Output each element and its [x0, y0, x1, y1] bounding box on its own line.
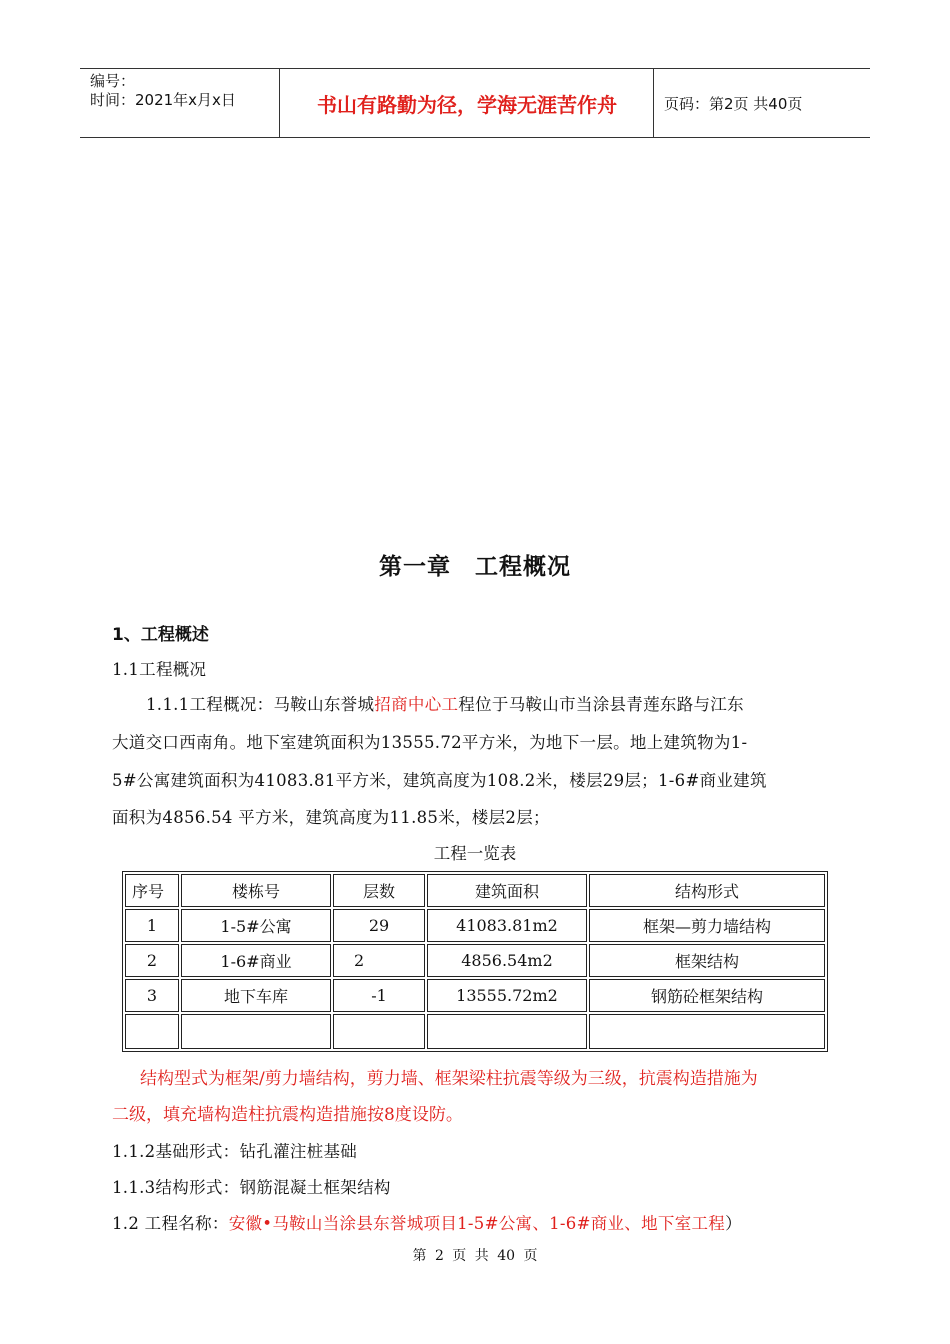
table-row [125, 944, 825, 977]
item-structure: 1.1.3结构形式：钢筋混凝土框架结构 [112, 1178, 391, 1197]
table-cell [181, 1014, 331, 1049]
paragraph-line-2: 大道交口西南角。地下室建筑面积为13555.72平方米，为地下一层。地上建筑物为1- [112, 733, 748, 752]
doc-time-label: 时间：2021年x月x日 [90, 91, 236, 109]
chapter-title: 第一章 工程概况 [379, 554, 571, 580]
section-heading: 1、工程概述 [112, 625, 209, 645]
project-name-label: 1.2 工程名称： [112, 1214, 229, 1233]
paragraph-line-4: 面积为4856.54 平方米，建筑高度为11.85米，楼层2层； [112, 808, 550, 827]
header-meta-cell [80, 69, 280, 137]
table-header-cell: 建筑面积 [427, 874, 587, 907]
doc-number-label: 编号： [90, 72, 136, 90]
table-cell: 地下车库 [181, 979, 331, 1012]
table-caption: 工程一览表 [433, 844, 517, 863]
table-cell: 1 [125, 909, 179, 942]
table-header-cell: 层数 [333, 874, 425, 907]
table-cell: -1 [333, 979, 425, 1012]
table-cell [125, 1014, 179, 1049]
paragraph-highlight: 招商中心工 [374, 695, 459, 714]
table-cell [333, 1014, 425, 1049]
table-cell: 钢筋砼框架结构 [589, 979, 825, 1012]
table-cell: 4856.54m2 [427, 944, 587, 977]
table-header-cell: 楼栋号 [181, 874, 331, 907]
table-cell: 2 [333, 944, 425, 977]
table-cell: 3 [125, 979, 179, 1012]
table-cell: 框架—剪力墙结构 [589, 909, 825, 942]
project-name-value: 安徽•马鞍山当涂县东誉城项目1-5#公寓、1-6#商业、地下室工程 [228, 1214, 726, 1233]
table-cell [427, 1014, 587, 1049]
table-cell: 29 [333, 909, 425, 942]
project-name-tail: ） [725, 1214, 742, 1233]
red-note-line-1: 结构型式为框架/剪力墙结构，剪力墙、框架梁柱抗震等级为三级，抗震构造措施为 [140, 1069, 758, 1089]
document-header [80, 68, 870, 138]
project-summary-table [122, 871, 828, 1052]
table-row [125, 979, 825, 1012]
item-foundation: 1.1.2基础形式：钻孔灌注桩基础 [112, 1142, 358, 1161]
paragraph-line-3: 5#公寓建筑面积为41083.81平方米，建筑高度为108.2米，楼层29层；1-6#商业建筑 [112, 771, 767, 790]
page-footer: 第 2 页 共 40 页 [412, 1248, 538, 1264]
table-header-cell: 结构形式 [589, 874, 825, 907]
paragraph-tail: 程位于马鞍山市当涂县青莲东路与江东 [458, 695, 744, 714]
table-cell: 1-5#公寓 [181, 909, 331, 942]
table-cell: 13555.72m2 [427, 979, 587, 1012]
red-note-line-2: 二级，填充墙构造柱抗震构造措施按8度设防。 [112, 1105, 463, 1125]
table-cell: 框架结构 [589, 944, 825, 977]
table-cell [589, 1014, 825, 1049]
table-cell: 41083.81m2 [427, 909, 587, 942]
paragraph-lead: 1.1.1工程概况：马鞍山东誉城 [146, 695, 375, 714]
table-cell: 2 [125, 944, 179, 977]
table-row [125, 909, 825, 942]
table-cell: 1-6#商业 [181, 944, 331, 977]
header-motto: 书山有路勤为径，学海无涯苦作舟 [281, 69, 654, 137]
paragraph-line-1 [146, 691, 744, 715]
table-header-row [125, 874, 825, 907]
header-page-info: 页码：第2页 共40页 [664, 94, 803, 113]
item-project-name [112, 1210, 742, 1234]
subsection-heading: 1.1工程概况 [112, 660, 207, 679]
table-row-empty [125, 1014, 825, 1049]
table-header-cell: 序号 [125, 874, 179, 907]
